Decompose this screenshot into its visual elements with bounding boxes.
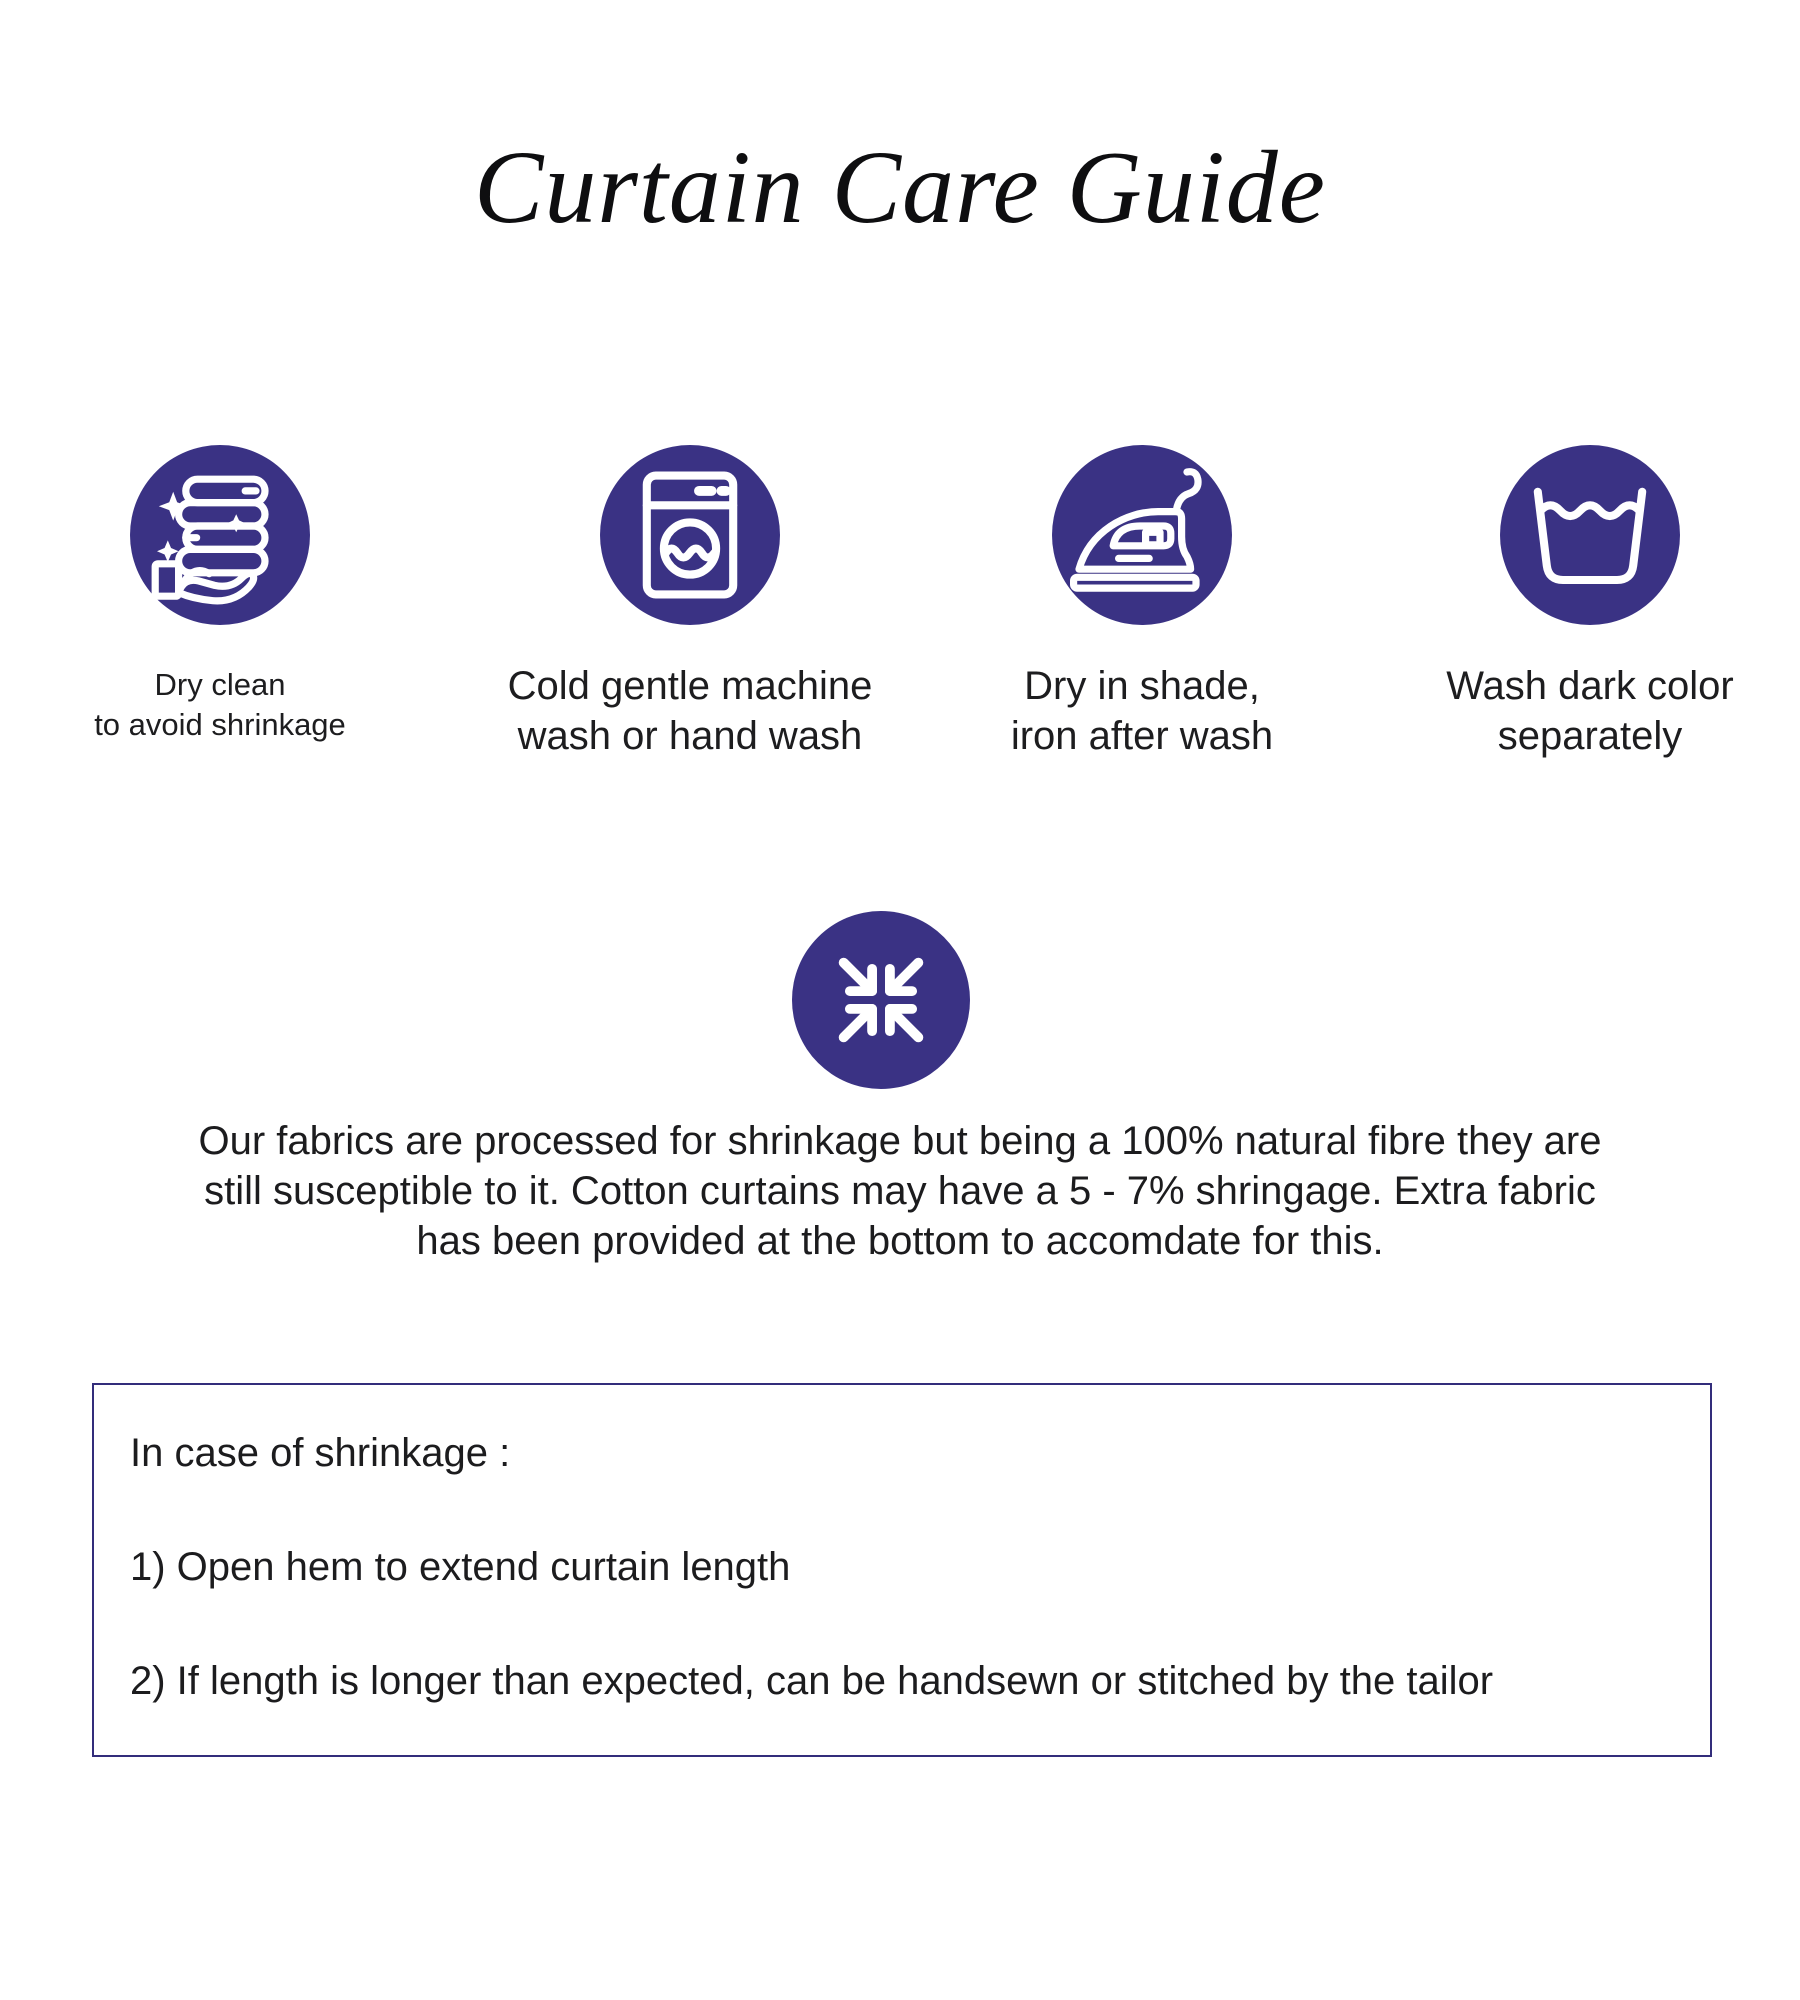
shrinkage-paragraph-line: has been provided at the bottom to accomdate for this. xyxy=(416,1219,1384,1263)
washing-machine-icon xyxy=(600,445,780,625)
wash-basin-icon xyxy=(1500,445,1680,625)
care-item-label: Dry in shade, iron after wash xyxy=(1010,664,1274,758)
care-item-wash-dark xyxy=(1360,445,1800,761)
shrinkage-instructions-box xyxy=(92,1383,1712,1757)
care-item-label: Dry clean to avoid shrinkage xyxy=(94,667,346,743)
care-item-machine-wash xyxy=(460,445,920,761)
iron-icon xyxy=(1052,445,1232,625)
page-title: Curtain Care Guide xyxy=(474,130,1326,245)
care-item-label: Cold gentle machine wash or hand wash xyxy=(507,664,873,758)
shrink-arrows-icon xyxy=(792,911,970,1089)
care-item-label: Wash dark color separately xyxy=(1446,664,1734,758)
shrinkage-paragraph-line: Our fabrics are processed for shrinkage but being a 100% natural fibre they are xyxy=(198,1119,1602,1163)
shrinkage-box-item: 2) If length is longer than expected, can be handsewn or stitched by the tailor xyxy=(130,1659,1494,1703)
shrinkage-paragraph-line: still susceptible to it. Cotton curtains may have a 5 - 7% shringage. Extra fabric xyxy=(204,1169,1596,1213)
care-item-dry-clean xyxy=(0,445,450,746)
care-item-iron xyxy=(912,445,1372,761)
shrinkage-box-heading: In case of shrinkage : xyxy=(130,1431,511,1475)
shrinkage-paragraph xyxy=(0,1116,1800,1266)
shrinkage-box-item: 1) Open hem to extend curtain length xyxy=(130,1545,791,1589)
dry-clean-hand-towels-icon xyxy=(130,445,310,625)
